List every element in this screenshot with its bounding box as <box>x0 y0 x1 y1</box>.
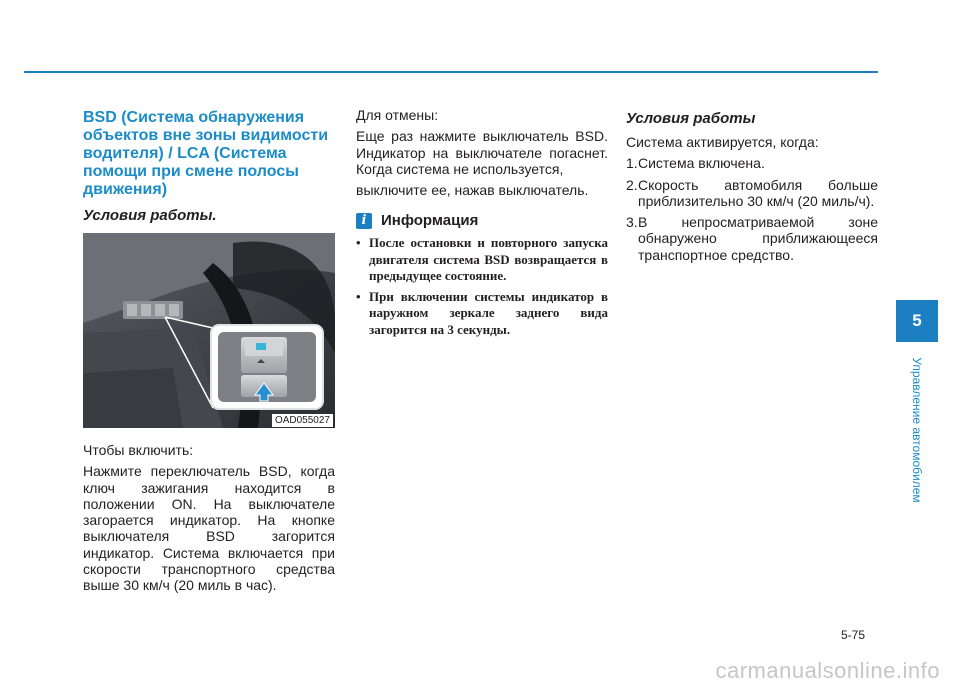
cancel-label: Для отмены: <box>356 107 439 123</box>
condition-item <box>626 177 878 210</box>
cancel-text: Еще раз нажмите выключатель BSD. Индикатор на выключателе погаснет. Когда система не используется, <box>356 128 608 177</box>
information-item: • При включении системы индикатор в наружном зеркале заднего вида загорится на 3 секунды. <box>356 289 608 339</box>
condition-number: 2. <box>626 176 638 193</box>
condition-item <box>626 214 878 263</box>
chapter-number-tab: 5 <box>896 300 938 342</box>
info-icon: i <box>356 213 372 229</box>
right-column <box>626 110 878 268</box>
section-title-line: BSD (Система обнаружения <box>83 109 305 126</box>
information-list <box>356 235 608 338</box>
bsd-switch-figure <box>83 233 335 428</box>
cancel-text-continued: выключите ее, нажав выключатель. <box>356 182 589 199</box>
operating-conditions-heading-2: Условия работы <box>626 110 756 127</box>
turn-on-text: Нажмите переключатель BSD, когда ключ зажигания находится в положении ON. На выключателе загорается индикатор. На кнопке выключателя BSD загорится индикатор. Система включается при скорости транспортного средства выше 30 км/ч (20 миль в час). <box>83 463 335 594</box>
left-column <box>83 100 335 599</box>
information-item: • После остановки и повторного запуска двигателя система BSD возвращается в предыдущее состояние. <box>356 235 608 285</box>
section-title <box>83 109 335 199</box>
watermark: carmanualsonline.info <box>715 658 940 683</box>
chapter-title: Управление автомобилем <box>910 357 924 503</box>
condition-item <box>626 155 878 171</box>
condition-number: 3. <box>626 214 638 231</box>
dashboard-illustration <box>83 233 335 428</box>
turn-on-label: Чтобы включить: <box>83 442 194 458</box>
section-title-line: помощи при смене полосы <box>83 163 299 180</box>
section-title-line: объектов вне зоны видимости <box>83 127 329 144</box>
condition-number: 1. <box>626 155 638 172</box>
condition-text: В непросматриваемой зоне обнаружено приближающееся транспортное средство. <box>638 214 878 263</box>
middle-column <box>356 107 608 342</box>
activation-intro: Система активируется, когда: <box>626 134 819 150</box>
information-header <box>356 212 608 229</box>
information-title: Информация <box>381 212 479 230</box>
page-number: 5-75 <box>840 628 865 642</box>
top-rule <box>24 71 878 73</box>
conditions-list <box>626 155 878 263</box>
condition-text: Система включена. <box>638 155 765 172</box>
condition-text: Скорость автомобиля больше приблизительно 30 км/ч (20 миль/ч). <box>638 176 878 209</box>
figure-code-label: OAD055027 <box>272 414 333 427</box>
operating-conditions-heading: Условия работы. <box>83 207 217 224</box>
section-title-line: водителя) / LCA (Система <box>83 145 287 162</box>
section-title-line: движения) <box>83 181 168 198</box>
